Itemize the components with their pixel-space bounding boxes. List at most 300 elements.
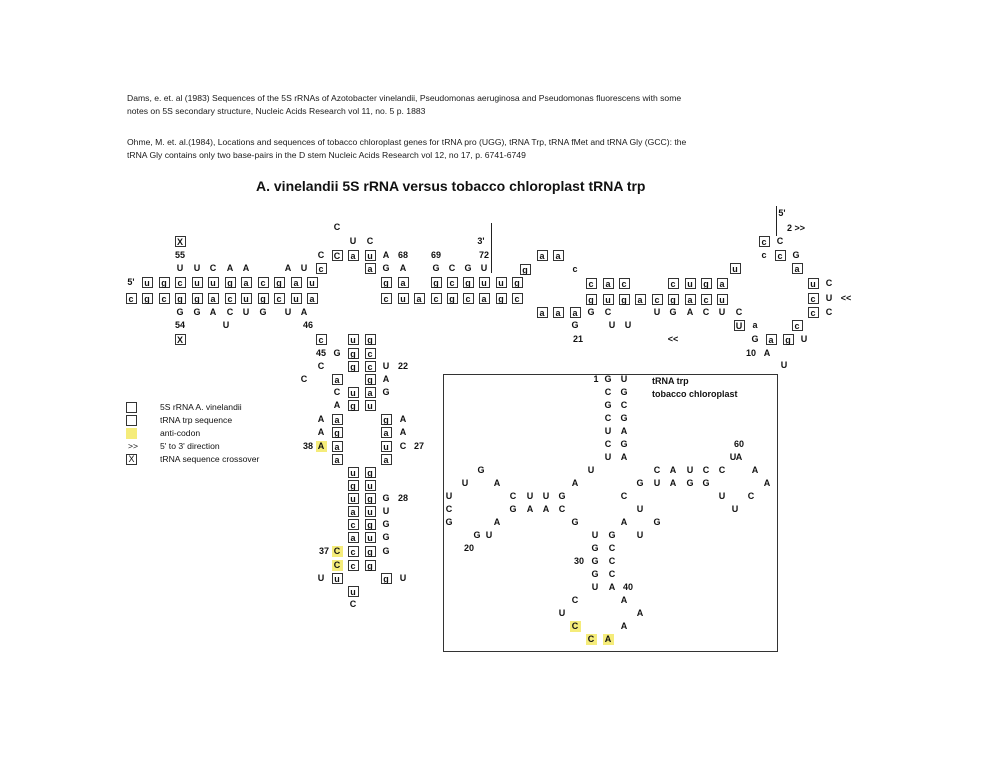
nucleotide-1: X bbox=[175, 236, 186, 247]
nucleotide-25: G bbox=[432, 263, 440, 273]
nucleotide-130: u bbox=[365, 506, 376, 517]
nucleotide-168: g bbox=[668, 294, 679, 305]
nucleotide-177: U bbox=[653, 307, 661, 317]
nucleotide-95: a bbox=[332, 374, 343, 385]
nucleotide-250: C bbox=[509, 491, 517, 501]
nucleotide-255: U bbox=[718, 491, 726, 501]
nucleotide-194: U bbox=[800, 334, 808, 344]
nucleotide-185: U bbox=[624, 320, 632, 330]
inset-title-organism: tobacco chloroplast bbox=[652, 389, 738, 399]
nucleotide-217: C bbox=[604, 387, 612, 397]
nucleotide-41: g bbox=[381, 277, 392, 288]
nucleotide-166: a bbox=[635, 294, 646, 305]
nucleotide-103: g bbox=[348, 400, 359, 411]
nucleotide-153: a bbox=[553, 250, 564, 261]
nucleotide-86: G bbox=[333, 348, 341, 358]
nucleotide-201: C bbox=[776, 236, 784, 246]
nucleotide-87: g bbox=[348, 348, 359, 359]
nucleotide-78: 54 bbox=[174, 320, 185, 330]
nucleotide-105: A bbox=[317, 414, 325, 424]
reference-1-line-1: Dams, e. et. al (1983) Sequences of the 5S rRNAs of Azotobacter vinelandii, Pseudomonas aeruginosa and Pseudomonas fluorescens with some bbox=[127, 93, 682, 103]
nucleotide-244: U bbox=[653, 478, 661, 488]
nucleotide-48: g bbox=[512, 277, 523, 288]
nucleotide-8: a bbox=[348, 250, 359, 261]
nucleotide-171: u bbox=[717, 294, 728, 305]
inset-title-trna: tRNA trp bbox=[652, 376, 689, 386]
nucleotide-267: A bbox=[620, 517, 628, 527]
nucleotide-35: g bbox=[225, 277, 236, 288]
nucleotide-214: 1 bbox=[593, 374, 599, 384]
nucleotide-188: c bbox=[792, 320, 803, 331]
nucleotide-104: u bbox=[365, 400, 376, 411]
nucleotide-106: a bbox=[332, 414, 343, 425]
nucleotide-159: c bbox=[668, 278, 679, 289]
nucleotide-49: c bbox=[126, 293, 137, 304]
legend-swatch-crossover: X bbox=[126, 454, 137, 465]
nucleotide-67: a bbox=[479, 293, 490, 304]
nucleotide-55: c bbox=[225, 293, 236, 304]
nucleotide-2: U bbox=[349, 236, 357, 246]
nucleotide-142: G bbox=[382, 546, 390, 556]
nucleotide-70: G bbox=[176, 307, 184, 317]
nucleotide-197: U bbox=[780, 360, 788, 370]
nucleotide-33: u bbox=[192, 277, 203, 288]
nucleotide-139: C bbox=[332, 546, 343, 557]
nucleotide-234: C bbox=[653, 465, 661, 475]
nucleotide-279: C bbox=[608, 556, 616, 566]
nucleotide-162: a bbox=[717, 278, 728, 289]
nucleotide-3: C bbox=[366, 236, 374, 246]
nucleotide-190: << bbox=[667, 334, 679, 344]
nucleotide-269: G bbox=[473, 530, 481, 540]
nucleotide-218: G bbox=[620, 387, 628, 397]
nucleotide-220: C bbox=[620, 400, 628, 410]
nucleotide-129: a bbox=[348, 506, 359, 517]
nucleotide-32: c bbox=[175, 277, 186, 288]
nucleotide-248: A bbox=[763, 478, 771, 488]
nucleotide-187: a bbox=[752, 320, 758, 330]
nucleotide-156: c bbox=[586, 278, 597, 289]
nucleotide-77: A bbox=[300, 307, 308, 317]
nucleotide-132: c bbox=[348, 519, 359, 530]
nucleotide-238: C bbox=[718, 465, 726, 475]
nucleotide-178: G bbox=[669, 307, 677, 317]
nucleotide-14: U bbox=[176, 263, 184, 273]
nucleotide-198: 5' bbox=[778, 208, 786, 218]
nucleotide-126: g bbox=[365, 493, 376, 504]
nucleotide-94: C bbox=[300, 374, 308, 384]
nucleotide-275: G bbox=[591, 543, 599, 553]
nucleotide-224: A bbox=[620, 426, 628, 436]
nucleotide-17: A bbox=[226, 263, 234, 273]
diagram-title: A. vinelandii 5S rRNA versus tobacco chloroplast tRNA trp bbox=[256, 178, 646, 194]
nucleotide-53: g bbox=[192, 293, 203, 304]
nucleotide-249: U bbox=[445, 491, 453, 501]
nucleotide-262: U bbox=[636, 504, 644, 514]
nucleotide-285: C bbox=[571, 595, 579, 605]
reference-2-line-1: Ohme, M. et. al.(1984), Locations and sequences of tobacco chloroplast genes for tRNA pro (UGG), tRNA Trp, tRNA fMet and tRNA Gly (GCC): the bbox=[127, 137, 687, 147]
nucleotide-180: C bbox=[702, 307, 710, 317]
nucleotide-241: A bbox=[493, 478, 501, 488]
nucleotide-258: G bbox=[509, 504, 517, 514]
nucleotide-7: C bbox=[332, 250, 343, 261]
nucleotide-9: u bbox=[365, 250, 376, 261]
nucleotide-264: G bbox=[445, 517, 453, 527]
nucleotide-144: c bbox=[348, 560, 359, 571]
nucleotide-289: C bbox=[570, 621, 581, 632]
nucleotide-145: g bbox=[365, 560, 376, 571]
nucleotide-193: g bbox=[783, 334, 794, 345]
nucleotide-213: C bbox=[825, 307, 833, 317]
legend-symbol-direction: >> bbox=[128, 441, 139, 451]
nucleotide-120: a bbox=[381, 454, 392, 465]
nucleotide-271: U bbox=[636, 530, 644, 540]
nucleotide-175: G bbox=[587, 307, 595, 317]
nucleotide-163: g bbox=[586, 294, 597, 305]
nucleotide-160: u bbox=[685, 278, 696, 289]
nucleotide-149: U bbox=[399, 573, 407, 583]
reference-2-line-2: tRNA Gly contains only two base-pairs in the D stem Nucleic Acids Research vol 12, no 17, p. 6741-6749 bbox=[127, 150, 526, 160]
nucleotide-207: u bbox=[808, 278, 819, 289]
nucleotide-150: u bbox=[348, 586, 359, 597]
nucleotide-36: a bbox=[241, 277, 252, 288]
nucleotide-136: u bbox=[365, 532, 376, 543]
legend-label-5s: 5S rRNA A. vinelandii bbox=[160, 402, 242, 412]
nucleotide-192: a bbox=[766, 334, 777, 345]
nucleotide-157: a bbox=[603, 278, 614, 289]
nucleotide-60: a bbox=[307, 293, 318, 304]
nucleotide-230: U bbox=[729, 452, 737, 462]
nucleotide-6: C bbox=[317, 250, 325, 260]
nucleotide-182: C bbox=[735, 307, 743, 317]
nucleotide-63: a bbox=[414, 293, 425, 304]
nucleotide-118: 27 bbox=[413, 441, 424, 451]
nucleotide-59: u bbox=[291, 293, 302, 304]
nucleotide-57: g bbox=[258, 293, 269, 304]
nucleotide-268: G bbox=[653, 517, 661, 527]
nucleotide-125: u bbox=[348, 493, 359, 504]
nucleotide-82: c bbox=[316, 334, 327, 345]
nucleotide-227: 60 bbox=[733, 439, 744, 449]
nucleotide-15: U bbox=[193, 263, 201, 273]
nucleotide-112: A bbox=[399, 427, 407, 437]
nucleotide-146: U bbox=[317, 573, 325, 583]
nucleotide-225: C bbox=[604, 439, 612, 449]
nucleotide-223: U bbox=[604, 426, 612, 436]
nucleotide-288: A bbox=[636, 608, 644, 618]
nucleotide-46: u bbox=[479, 277, 490, 288]
nucleotide-115: a bbox=[332, 441, 343, 452]
nucleotide-276: C bbox=[608, 543, 616, 553]
nucleotide-127: G bbox=[382, 493, 390, 503]
nucleotide-219: G bbox=[604, 400, 612, 410]
nucleotide-0: C bbox=[333, 222, 341, 232]
nucleotide-196: A bbox=[763, 348, 771, 358]
nucleotide-114: A bbox=[316, 441, 327, 452]
nucleotide-286: A bbox=[620, 595, 628, 605]
nucleotide-113: 38 bbox=[302, 441, 313, 451]
nucleotide-111: a bbox=[381, 427, 392, 438]
nucleotide-116: u bbox=[381, 441, 392, 452]
legend-label-direction: 5' to 3' direction bbox=[160, 441, 220, 451]
nucleotide-278: G bbox=[591, 556, 599, 566]
nucleotide-211: << bbox=[840, 293, 852, 303]
nucleotide-21: c bbox=[316, 263, 327, 274]
nucleotide-108: A bbox=[399, 414, 407, 424]
nucleotide-184: U bbox=[608, 320, 616, 330]
nucleotide-34: u bbox=[208, 277, 219, 288]
nucleotide-141: g bbox=[365, 546, 376, 557]
nucleotide-226: G bbox=[620, 439, 628, 449]
nucleotide-292: A bbox=[603, 634, 614, 645]
nucleotide-22: a bbox=[365, 263, 376, 274]
nucleotide-216: U bbox=[620, 374, 628, 384]
nucleotide-121: u bbox=[348, 467, 359, 478]
nucleotide-31: g bbox=[159, 277, 170, 288]
nucleotide-89: C bbox=[317, 361, 325, 371]
nucleotide-138: 37 bbox=[318, 546, 329, 556]
nucleotide-235: A bbox=[669, 465, 677, 475]
nucleotide-40: u bbox=[307, 277, 318, 288]
nucleotide-165: g bbox=[619, 294, 630, 305]
nucleotide-24: A bbox=[399, 263, 407, 273]
nucleotide-282: U bbox=[591, 582, 599, 592]
nucleotide-170: c bbox=[701, 294, 712, 305]
nucleotide-240: U bbox=[461, 478, 469, 488]
nucleotide-52: g bbox=[175, 293, 186, 304]
nucleotide-172: a bbox=[537, 307, 548, 318]
nucleotide-30: u bbox=[142, 277, 153, 288]
nucleotide-205: u bbox=[730, 263, 741, 274]
nucleotide-260: A bbox=[542, 504, 550, 514]
nucleotide-161: g bbox=[701, 278, 712, 289]
nucleotide-179: A bbox=[686, 307, 694, 317]
nucleotide-100: a bbox=[365, 387, 376, 398]
nucleotide-85: 45 bbox=[315, 348, 326, 358]
nucleotide-27: G bbox=[464, 263, 472, 273]
nucleotide-71: G bbox=[193, 307, 201, 317]
nucleotide-62: u bbox=[398, 293, 409, 304]
nucleotide-253: G bbox=[558, 491, 566, 501]
nucleotide-37: c bbox=[258, 277, 269, 288]
nucleotide-186: U bbox=[734, 320, 745, 331]
nucleotide-54: a bbox=[208, 293, 219, 304]
nucleotide-229: A bbox=[620, 452, 628, 462]
nucleotide-134: G bbox=[382, 519, 390, 529]
nucleotide-155: c bbox=[572, 264, 578, 274]
nucleotide-231: A bbox=[735, 452, 743, 462]
nucleotide-101: G bbox=[382, 387, 390, 397]
nucleotide-261: C bbox=[558, 504, 566, 514]
nucleotide-76: U bbox=[284, 307, 292, 317]
nucleotide-51: c bbox=[159, 293, 170, 304]
nucleotide-266: G bbox=[571, 517, 579, 527]
nucleotide-195: 10 bbox=[745, 348, 756, 358]
nucleotide-135: a bbox=[348, 532, 359, 543]
nucleotide-29: 5' bbox=[127, 277, 135, 287]
nucleotide-44: c bbox=[447, 277, 458, 288]
nucleotide-164: u bbox=[603, 294, 614, 305]
nucleotide-143: C bbox=[332, 560, 343, 571]
nucleotide-148: g bbox=[381, 573, 392, 584]
nucleotide-64: c bbox=[431, 293, 442, 304]
nucleotide-47: u bbox=[496, 277, 507, 288]
nucleotide-189: 21 bbox=[572, 334, 583, 344]
nucleotide-254: C bbox=[620, 491, 628, 501]
nucleotide-265: A bbox=[493, 517, 501, 527]
nucleotide-263: U bbox=[731, 504, 739, 514]
nucleotide-10: A bbox=[382, 250, 390, 260]
nucleotide-247: G bbox=[702, 478, 710, 488]
nucleotide-290: A bbox=[620, 621, 628, 631]
nucleotide-84: g bbox=[365, 334, 376, 345]
nucleotide-270: U bbox=[485, 530, 493, 540]
nucleotide-107: g bbox=[381, 414, 392, 425]
nucleotide-281: C bbox=[608, 569, 616, 579]
nucleotide-210: U bbox=[825, 293, 833, 303]
nucleotide-236: U bbox=[686, 465, 694, 475]
nucleotide-43: g bbox=[431, 277, 442, 288]
nucleotide-284: 40 bbox=[622, 582, 633, 592]
reference-1-line-2: notes on 5S secondary structure, Nucleic Acids Research vol 11, no. 5 p. 1883 bbox=[127, 106, 426, 116]
nucleotide-221: C bbox=[604, 413, 612, 423]
nucleotide-222: G bbox=[620, 413, 628, 423]
nucleotide-287: U bbox=[558, 608, 566, 618]
nucleotide-69: c bbox=[512, 293, 523, 304]
nucleotide-242: A bbox=[571, 478, 579, 488]
nucleotide-13: 72 bbox=[478, 250, 489, 260]
nucleotide-19: A bbox=[284, 263, 292, 273]
nucleotide-232: G bbox=[477, 465, 485, 475]
nucleotide-68: g bbox=[496, 293, 507, 304]
nucleotide-66: c bbox=[463, 293, 474, 304]
nucleotide-96: g bbox=[365, 374, 376, 385]
nucleotide-252: U bbox=[542, 491, 550, 501]
nucleotide-74: U bbox=[242, 307, 250, 317]
nucleotide-16: C bbox=[209, 263, 217, 273]
nucleotide-65: g bbox=[447, 293, 458, 304]
nucleotide-131: U bbox=[382, 506, 390, 516]
nucleotide-208: C bbox=[825, 278, 833, 288]
nucleotide-204: G bbox=[792, 250, 800, 260]
nucleotide-75: G bbox=[259, 307, 267, 317]
nucleotide-277: 30 bbox=[573, 556, 584, 566]
nucleotide-98: C bbox=[333, 387, 341, 397]
nucleotide-91: c bbox=[365, 361, 376, 372]
nucleotide-228: U bbox=[604, 452, 612, 462]
nucleotide-79: U bbox=[222, 320, 230, 330]
nucleotide-243: G bbox=[636, 478, 644, 488]
nucleotide-200: c bbox=[759, 236, 770, 247]
nucleotide-45: g bbox=[463, 277, 474, 288]
nucleotide-88: c bbox=[365, 348, 376, 359]
nucleotide-191: G bbox=[751, 334, 759, 344]
nucleotide-39: a bbox=[291, 277, 302, 288]
nucleotide-61: c bbox=[381, 293, 392, 304]
nucleotide-202: c bbox=[761, 250, 767, 260]
nucleotide-259: A bbox=[526, 504, 534, 514]
nucleotide-272: 20 bbox=[463, 543, 474, 553]
nucleotide-38: g bbox=[274, 277, 285, 288]
nucleotide-28: U bbox=[480, 263, 488, 273]
nucleotide-93: 22 bbox=[397, 361, 408, 371]
nucleotide-181: U bbox=[718, 307, 726, 317]
nucleotide-245: A bbox=[669, 478, 677, 488]
legend-label-anticodon: anti-codon bbox=[160, 428, 201, 438]
nucleotide-42: a bbox=[398, 277, 409, 288]
nucleotide-169: a bbox=[685, 294, 696, 305]
nucleotide-283: A bbox=[608, 582, 616, 592]
nucleotide-251: U bbox=[526, 491, 534, 501]
nucleotide-257: C bbox=[445, 504, 453, 514]
nucleotide-140: c bbox=[348, 546, 359, 557]
nucleotide-90: g bbox=[348, 361, 359, 372]
nucleotide-199: 2 >> bbox=[786, 223, 806, 233]
nucleotide-26: C bbox=[448, 263, 456, 273]
nucleotide-117: C bbox=[399, 441, 407, 451]
nucleotide-109: A bbox=[317, 427, 325, 437]
nucleotide-80: 46 bbox=[302, 320, 313, 330]
nucleotide-102: A bbox=[333, 400, 341, 410]
nucleotide-215: G bbox=[604, 374, 612, 384]
nucleotide-154: g bbox=[520, 264, 531, 275]
nucleotide-20: U bbox=[300, 263, 308, 273]
nucleotide-152: a bbox=[537, 250, 548, 261]
nucleotide-203: c bbox=[775, 250, 786, 261]
nucleotide-209: c bbox=[808, 293, 819, 304]
nucleotide-147: u bbox=[332, 573, 343, 584]
nucleotide-73: C bbox=[226, 307, 234, 317]
nucleotide-174: a bbox=[570, 307, 581, 318]
nucleotide-176: C bbox=[604, 307, 612, 317]
nucleotide-274: G bbox=[608, 530, 616, 540]
nucleotide-110: g bbox=[332, 427, 343, 438]
nucleotide-56: u bbox=[241, 293, 252, 304]
legend-label-crossover: tRNA sequence crossover bbox=[160, 454, 260, 464]
nucleotide-11: 68 bbox=[397, 250, 408, 260]
nucleotide-4: 3' bbox=[477, 236, 485, 246]
nucleotide-5: 55 bbox=[174, 250, 185, 260]
nucleotide-137: G bbox=[382, 532, 390, 542]
nucleotide-158: c bbox=[619, 278, 630, 289]
nucleotide-124: u bbox=[365, 480, 376, 491]
nucleotide-237: C bbox=[702, 465, 710, 475]
nucleotide-128: 28 bbox=[397, 493, 408, 503]
nucleotide-81: X bbox=[175, 334, 186, 345]
nucleotide-97: A bbox=[382, 374, 390, 384]
nucleotide-133: g bbox=[365, 519, 376, 530]
nucleotide-233: U bbox=[587, 465, 595, 475]
nucleotide-273: U bbox=[591, 530, 599, 540]
nucleotide-291: C bbox=[586, 634, 597, 645]
nucleotide-12: 69 bbox=[430, 250, 441, 260]
nucleotide-50: g bbox=[142, 293, 153, 304]
nucleotide-239: A bbox=[751, 465, 759, 475]
nucleotide-119: a bbox=[332, 454, 343, 465]
nucleotide-122: g bbox=[365, 467, 376, 478]
nucleotide-92: U bbox=[382, 361, 390, 371]
nucleotide-183: G bbox=[571, 320, 579, 330]
nucleotide-280: G bbox=[591, 569, 599, 579]
nucleotide-212: c bbox=[808, 307, 819, 318]
nucleotide-173: a bbox=[553, 307, 564, 318]
nucleotide-246: G bbox=[686, 478, 694, 488]
nucleotide-58: c bbox=[274, 293, 285, 304]
nucleotide-151: C bbox=[349, 599, 357, 609]
legend-label-trna: tRNA trp sequence bbox=[160, 415, 233, 425]
nucleotide-167: c bbox=[652, 294, 663, 305]
nucleotide-72: A bbox=[209, 307, 217, 317]
